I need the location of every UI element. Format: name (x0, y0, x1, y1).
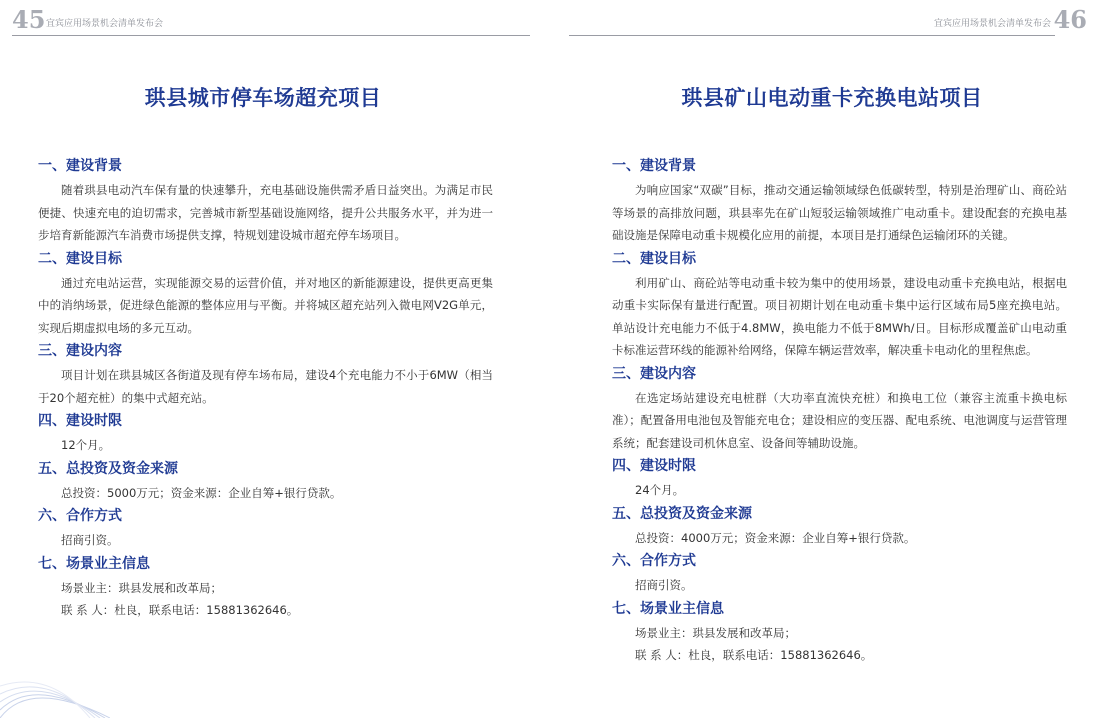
right-page-title: 珙县矿山电动重卡充换电站项目 (681, 86, 983, 110)
section-heading: 三、建设内容 (38, 343, 122, 359)
section-heading: 四、建设时限 (612, 458, 696, 474)
right-header-rule (569, 35, 1055, 36)
section-body: 利用矿山、商砼站等电动重卡较为集中的使用场景，建设电动重卡充换电站，根据电动重卡实际保有量进行配置。项目初期计划在电动重卡集中运行区域布局5座充换电站。单站设计充电能力不低于4.8MW，换电能力不低于8MWh/日。目标形成覆盖矿山电动重卡标准运营环线的能源补给网络，保障车辆运营效率，解决重卡电动化的里程焦虑。 (612, 275, 1067, 357)
left-header-rule (12, 35, 530, 36)
section-heading: 五、总投资及资金来源 (38, 460, 178, 477)
left-page-title: 珙县城市停车场超充项目 (144, 86, 382, 110)
right-content (612, 156, 1067, 667)
section-body: 12个月。 (61, 438, 111, 452)
left-page-header (12, 6, 530, 38)
left-section-content (38, 341, 493, 409)
corner-wave-decoration (0, 658, 110, 718)
section-heading: 六、合作方式 (38, 508, 122, 524)
contact-line: 联 系 人：杜良，联系电话：15881362646。 (61, 603, 299, 617)
left-content (38, 156, 493, 622)
section-body: 通过充电站运营，实现能源交易的运营价值，并对地区的新能源建设，提供更高更集中的消纳场景，促进绿色能源的整体应用与平衡。并将城区超充站列入微电网V2G单元，实现后期虚拟电场的多元互动。 (38, 275, 493, 335)
left-section-cooperation (38, 506, 493, 552)
right-page-header (569, 6, 1087, 38)
right-page-number: 46 (1053, 5, 1087, 34)
contact-line: 联 系 人：杜良，联系电话：15881362646。 (635, 648, 873, 662)
left-publication-name: 宜宾应用场景机会清单发布会 (46, 19, 164, 29)
right-section-owner (612, 599, 1067, 667)
section-heading: 五、总投资及资金来源 (612, 505, 752, 522)
left-section-background (38, 156, 493, 247)
section-body: 招商引资。 (635, 578, 693, 592)
owner-line: 场景业主：珙县发展和改革局； (61, 580, 222, 595)
left-page-number: 45 (12, 5, 46, 34)
right-section-timeline (612, 456, 1067, 502)
left-section-timeline (38, 411, 493, 457)
owner-line: 场景业主：珙县发展和改革局； (635, 625, 796, 640)
section-heading: 二、建设目标 (38, 250, 122, 267)
section-body: 24个月。 (635, 483, 685, 497)
right-section-content (612, 364, 1067, 455)
right-publication-name: 宜宾应用场景机会清单发布会 (933, 19, 1051, 29)
section-body: 项目计划在珙县城区各街道及现有停车场布局，建设4个充电能力不小于6MW（相当于20个超充桩）的集中式超充站。 (38, 368, 493, 405)
section-body: 随着珙县电动汽车保有量的快速攀升，充电基础设施供需矛盾日益突出。为满足市民便捷、快速充电的迫切需求，完善城市新型基础设施网络，提升公共服务水平，并为进一步培育新能源汽车消费市场提供支撑，特规划建设城市超充停车场项目。 (38, 183, 493, 242)
left-section-goal (38, 249, 493, 340)
section-heading: 二、建设目标 (612, 250, 696, 267)
right-page (549, 0, 1098, 718)
section-heading: 一、建设背景 (612, 158, 696, 174)
section-body: 总投资：5000万元；资金来源：企业自筹+银行贷款。 (61, 485, 342, 500)
right-section-goal (612, 249, 1067, 362)
section-heading: 三、建设内容 (612, 365, 696, 382)
section-heading: 四、建设时限 (38, 413, 122, 429)
right-section-background (612, 156, 1067, 247)
section-heading: 七、场景业主信息 (612, 600, 724, 617)
left-section-owner (38, 554, 493, 622)
section-heading: 一、建设背景 (38, 158, 122, 174)
section-heading: 七、场景业主信息 (38, 555, 150, 572)
section-body: 总投资：4000万元；资金来源：企业自筹+银行贷款。 (635, 530, 916, 545)
left-section-investment (38, 459, 493, 505)
right-section-investment (612, 504, 1067, 550)
right-section-cooperation (612, 551, 1067, 597)
section-heading: 六、合作方式 (612, 553, 696, 569)
section-body: 为响应国家“双碳”目标，推动交通运输领域绿色低碳转型，特别是治理矿山、商砼站等场景的高排放问题，珙县率先在矿山短驳运输领域推广电动重卡。建设配套的充换电基础设施是保障电动重卡规模化应用的前提，本项目是打通绿色运输闭环的关键。 (612, 183, 1067, 242)
section-body: 招商引资。 (61, 533, 119, 547)
section-body: 在选定场站建设充电桩群（大功率直流快充桩）和换电工位（兼容主流重卡换电标准）；配置备用电池包及智能充电仓；建设相应的变压器、配电系统、电池调度与运营管理系统；配套建设司机休息室、设备间等辅助设施。 (612, 390, 1067, 450)
